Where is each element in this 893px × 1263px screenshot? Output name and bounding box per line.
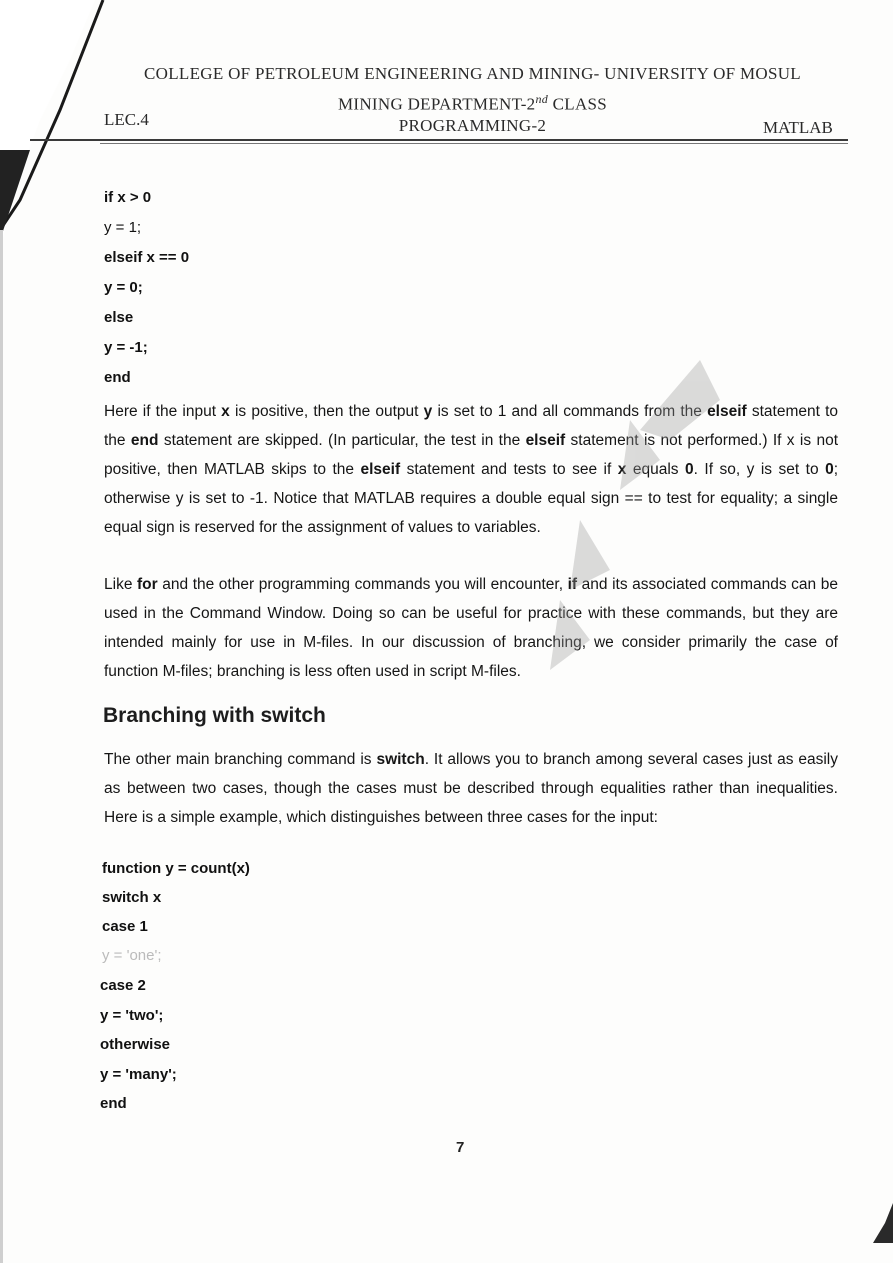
code-line: else — [104, 309, 134, 326]
header-college-line: COLLEGE OF PETROLEUM ENGINEERING AND MINING- UNIVERSITY OF MOSUL — [144, 64, 801, 83]
code-line: y = 'two'; — [100, 1007, 164, 1024]
page-corner-mark — [863, 1203, 893, 1243]
subject-label: MATLAB — [763, 118, 833, 137]
code-line: y = 'many'; — [100, 1066, 177, 1083]
code-line: case 2 — [100, 977, 146, 994]
code-line: end — [100, 1095, 127, 1112]
code-line: otherwise — [100, 1036, 171, 1053]
paragraph-switch-intro: The other main branching command is switch. It allows you to branch among several cases just as easily as between two cases, though the cases must be described through equalities rather than inequalities. Here is a simple example, which distinguishes between three cases for the input: — [104, 751, 839, 826]
code-line: y = -1; — [104, 339, 148, 356]
code-line: switch x — [102, 889, 162, 906]
section-heading-switch: Branching with switch — [103, 704, 326, 727]
code-line: end — [104, 369, 131, 386]
code-line: function y = count(x) — [102, 860, 250, 877]
header-rule — [30, 139, 848, 141]
header-department-line: MINING DEPARTMENT-2nd CLASS — [337, 92, 608, 114]
lecture-label: LEC.4 — [104, 110, 149, 129]
code-line: case 1 — [102, 918, 148, 935]
code-line: elseif x == 0 — [104, 249, 190, 266]
paragraph-if-explanation: Here if the input x is positive, then the output y is set to 1 and all commands from the elseif statement to the end statement are skipped. (In particular, the test in the elseif statement is not performed.) If x is not positive, then MATLAB skips to the elseif statement and tests to see if x equals 0. If so, y is set to 0; otherwise y is set to -1. Notice that MATLAB requires a double equal sign == to test for equality; a single equal sign is reserved for the assignment of values to variables. — [104, 403, 839, 536]
code-line: y = 1; — [104, 219, 142, 236]
header-rule-thin — [100, 143, 848, 144]
code-line: if x > 0 — [104, 189, 152, 206]
code-line-faded: y = 'one'; — [102, 947, 162, 964]
page-number: 7 — [456, 1139, 465, 1156]
paragraph-command-window: Like for and the other programming commands you will encounter, if and its associated commands can be used in the Command Window. Doing so can be useful for practice with these commands, but they are intended mainly for use in M-files. In our discussion of branching, we consider primarily the case of function M-files; branching is less often used in script M-files. — [104, 576, 838, 680]
header-course-line: PROGRAMMING-2 — [398, 116, 547, 135]
code-line: y = 0; — [104, 279, 143, 296]
